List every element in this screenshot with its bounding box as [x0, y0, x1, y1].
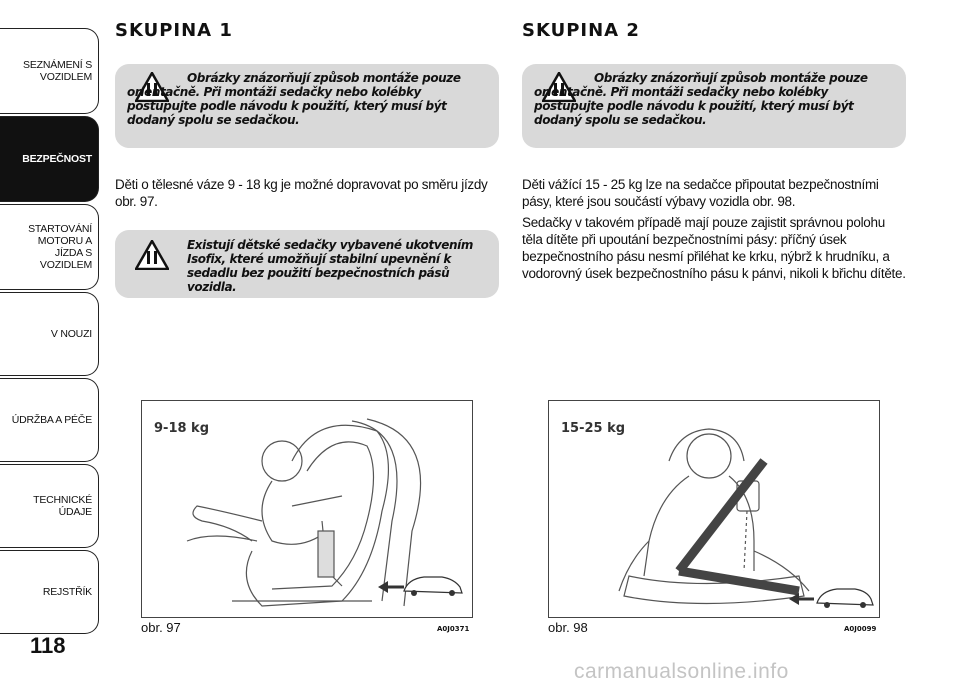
paragraph-right-1: Děti vážící 15 - 25 kg lze na sedačce připoutat bezpečnostními pásy, které jsou součástí výbavy vozidla obr. 98. — [522, 177, 879, 209]
paragraph-right-2: Sedačky v takovém případě mají pouze zajistit správnou polohu těla dítěte při upoutání bezpečnostními pásy: příčný úsek bezpečnostního pásu nesmí přiléhat ke krku, nýbrž k hrudníku, a vodorovný úsek bezpečnostního pásu k pánvi, nikoli k břichu dítěte. — [522, 215, 906, 281]
warning-box-left-2 — [115, 230, 499, 298]
watermark: carmanualsonline.info — [574, 660, 789, 683]
page-number: 118 — [30, 633, 66, 658]
figure-weight-label: 9-18 kg — [154, 421, 210, 436]
tab-udrzba[interactable]: ÚDRŽBA A PÉČE — [0, 378, 99, 462]
car-direction-icon — [378, 577, 462, 596]
figure-98 — [548, 400, 880, 618]
tab-rejstrik[interactable]: REJSTŘÍK — [0, 550, 99, 634]
figure-weight-label: 15-25 kg — [561, 421, 626, 436]
paragraph-left: Děti o tělesné váze 9 - 18 kg je možné dopravovat po směru jízdy obr. 97. — [115, 177, 488, 209]
booster-seat-illustration — [549, 401, 879, 617]
warning-box-left-1 — [115, 64, 499, 148]
tab-bezpecnost[interactable]: BEZPEČNOST — [0, 116, 99, 202]
tab-startovani[interactable]: STARTOVÁNÍ MOTORU A JÍZDA S VOZIDLEM — [0, 204, 99, 290]
warning-text: Existují dětské sedačky vybavené ukotvením Isofix, které umožňují stabilní upevnění k sedadlu bez použití bezpečnostních pásů vozidla. — [187, 238, 473, 294]
warning-text: Obrázky znázorňují způsob montáže pouze orientačně. Při montáži sedačky nebo kolébky postupujte podle návodu k použití, který musí být dodaný spolu se sedačkou. — [127, 71, 461, 127]
heading-skupina-1: SKUPINA 1 — [115, 20, 233, 41]
tab-v-nouzi[interactable]: V NOUZI — [0, 292, 99, 376]
figure-code-97: A0J0371 — [437, 625, 470, 633]
chapter-tabs — [0, 28, 100, 636]
warning-box-right-1 — [522, 64, 906, 148]
figure-code-98: A0J0099 — [844, 625, 877, 633]
warning-triangle-icon — [135, 240, 169, 270]
figure-97 — [141, 400, 473, 618]
figure-caption-98: obr. 98 — [548, 620, 588, 635]
figure-caption-97: obr. 97 — [141, 620, 181, 635]
heading-skupina-2: SKUPINA 2 — [522, 20, 640, 41]
warning-text: Obrázky znázorňují způsob montáže pouze orientačně. Při montáži sedačky nebo kolébky postupujte podle návodu k použití, který musí být dodaný spolu se sedačkou. — [534, 71, 868, 127]
child-seat-illustration — [142, 401, 472, 617]
car-direction-icon — [789, 589, 873, 608]
tab-technicke-udaje[interactable]: TECHNICKÉ ÚDAJE — [0, 464, 99, 548]
tab-seznameni[interactable]: SEZNÁMENÍ S VOZIDLEM — [0, 28, 99, 114]
